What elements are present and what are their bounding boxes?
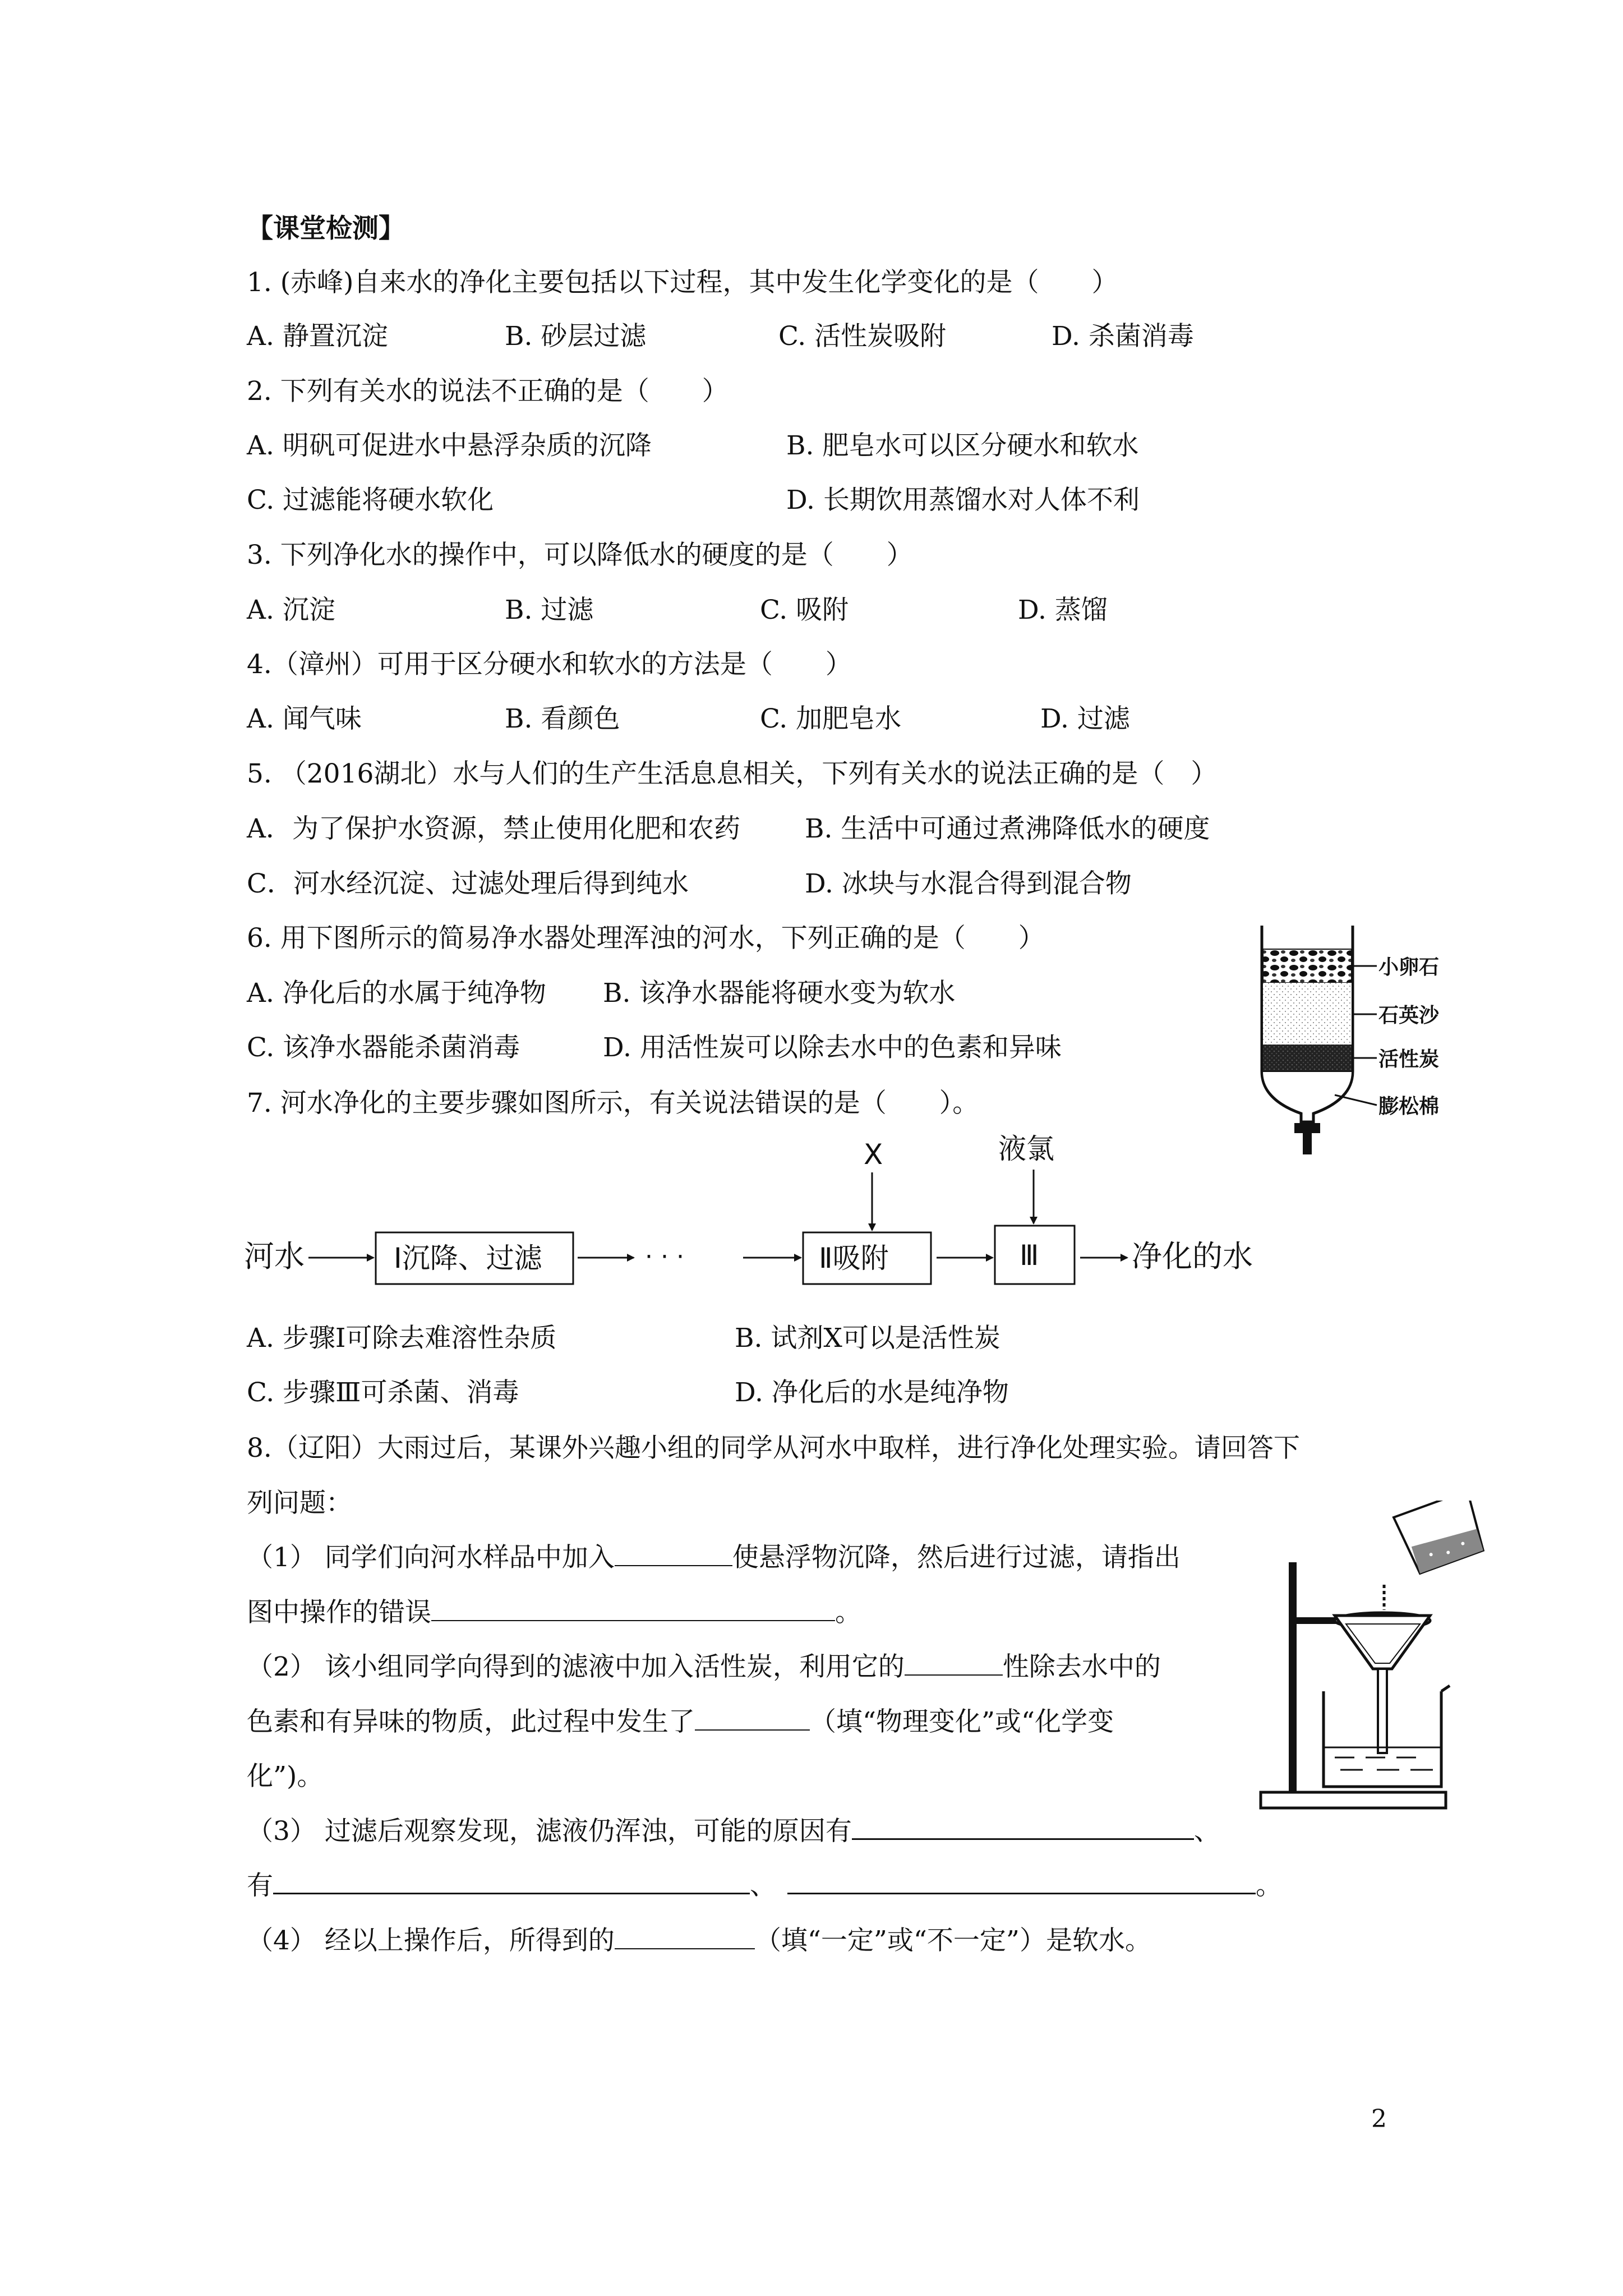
q3-option-b: B. 过滤 <box>505 595 594 625</box>
q1-option-a: A. 静置沉淀 <box>247 321 388 352</box>
label-cotton: 膨松棉 <box>1378 1095 1440 1118</box>
q2-option-d: D. 长期饮用蒸馏水对人体不利 <box>786 485 1140 516</box>
q8-p3-text-b: 、 <box>1193 1816 1220 1847</box>
q2-option-b: B. 肥皂水可以区分硬水和软水 <box>786 430 1139 461</box>
flow-step-2-label: Ⅱ吸附 <box>819 1242 889 1274</box>
q8-part-3-line1 <box>247 1815 1220 1848</box>
page-number: 2 <box>1371 2105 1387 2133</box>
label-quartz-sand: 石英沙 <box>1378 1004 1440 1027</box>
q7-option-d: D. 净化后的水是纯净物 <box>735 1377 1009 1408</box>
q3-option-a: A. 沉淀 <box>247 595 335 625</box>
q7-option-c: C. 步骤Ⅲ可杀菌、消毒 <box>247 1377 519 1408</box>
q6-option-a: A. 净化后的水属于纯净物 <box>247 978 546 1009</box>
flow-reagent-x: X <box>864 1138 883 1171</box>
q4-option-d: D. 过滤 <box>1040 703 1130 734</box>
q8-part-1-line1 <box>247 1541 1181 1575</box>
flow-input-river-water: 河水 <box>244 1239 305 1274</box>
q8-blank-reason-2[interactable] <box>273 1870 750 1894</box>
filtration-apparatus-diagram <box>1256 1501 1492 1815</box>
question-7-stem: 7. 河水净化的主要步骤如图所示，有关说法错误的是（ ）。 <box>247 1088 979 1119</box>
q2-option-c: C. 过滤能将硬水软化 <box>247 485 494 516</box>
q8-part-2-line2 <box>247 1705 1114 1739</box>
q8-blank-operation-error[interactable] <box>431 1598 835 1621</box>
section-title: 【课堂检测】 <box>247 213 405 244</box>
q1-option-d: D. 杀菌消毒 <box>1052 321 1194 352</box>
iron-stand-base <box>1261 1792 1446 1808</box>
question-2-stem: 2. 下列有关水的说法不正确的是（ ） <box>247 376 728 407</box>
q6-option-b: B. 该净水器能将硬水变为软水 <box>603 978 956 1009</box>
question-5-stem: 5. （2016湖北）水与人们的生产生活息息相关，下列有关水的说法正确的是（ ） <box>247 758 1218 789</box>
flow-reagent-liquid-chlorine: 液氯 <box>998 1133 1054 1165</box>
q8-blank-reason-1[interactable] <box>852 1816 1194 1840</box>
water-filter-diagram <box>1251 920 1497 1161</box>
flow-ellipsis: · · · <box>645 1243 684 1271</box>
q8-part-4-line1 <box>247 1924 1151 1958</box>
cotton-layer <box>1263 1071 1352 1111</box>
q8-p4-text-b: （填“一定”或“不一定”）是软水。 <box>754 1925 1151 1956</box>
q8-blank-change-type[interactable] <box>695 1707 810 1731</box>
iron-stand-rod <box>1289 1562 1297 1792</box>
q8-p3-text-a: （3） 过滤后观察发现，滤液仍浑浊，可能的原因有 <box>247 1816 852 1847</box>
sand-layer <box>1263 983 1352 1045</box>
q8-p2-text-b: 性除去水中的 <box>1002 1651 1161 1682</box>
q8-p3-text-d: 、 <box>750 1870 776 1901</box>
question-4-stem: 4.（漳州）可用于区分硬水和软水的方法是（ ） <box>247 649 852 680</box>
q8-blank-soft-water[interactable] <box>615 1926 755 1949</box>
question-8-stem-line2: 列问题： <box>247 1488 352 1519</box>
question-6-stem: 6. 用下图所示的简易净水器处理浑浊的河水，下列正确的是（ ） <box>247 923 1045 954</box>
q8-p3-text-c: 有 <box>247 1870 273 1901</box>
funnel-stem <box>1378 1669 1387 1753</box>
label-pebbles: 小卵石 <box>1378 956 1440 979</box>
q5-option-d: D. 冰块与水混合得到混合物 <box>805 868 1132 899</box>
carbon-layer <box>1263 1045 1352 1071</box>
flow-step-3-label: Ⅲ <box>1020 1239 1039 1272</box>
q7-option-b: B. 试剂X可以是活性炭 <box>735 1323 1000 1354</box>
q2-option-a: A. 明矾可促进水中悬浮杂质的沉降 <box>247 430 652 461</box>
q8-part-2-line3: 化”)。 <box>247 1761 324 1792</box>
q5-option-c: C．河水经沉淀、过滤处理后得到纯水 <box>247 868 689 899</box>
q8-p1-text-a: （1） 同学们向河水样品中加入 <box>247 1542 615 1573</box>
q8-p3-text-e: 。 <box>1256 1870 1282 1901</box>
pouring-beaker <box>1394 1501 1488 1575</box>
q4-option-b: B. 看颜色 <box>505 703 620 734</box>
q8-part-2-line1 <box>247 1650 1161 1684</box>
q7-option-a: A. 步骤Ⅰ可除去难溶性杂质 <box>247 1323 557 1354</box>
q1-option-c: C. 活性炭吸附 <box>778 321 947 352</box>
question-3-stem: 3. 下列净化水的操作中，可以降低水的硬度的是（ ） <box>247 540 913 570</box>
q8-p2-text-a: （2） 该小组同学向得到的滤液中加入活性炭，利用它的 <box>247 1651 905 1682</box>
q1-option-b: B. 砂层过滤 <box>505 321 647 352</box>
pebble-layer <box>1263 949 1352 983</box>
purification-flow-diagram <box>241 1128 1307 1296</box>
q8-p1-text-d: 。 <box>835 1597 861 1628</box>
q4-option-a: A. 闻气味 <box>247 703 362 734</box>
q8-p1-text-c: 图中操作的错误 <box>247 1597 431 1628</box>
q3-option-d: D. 蒸馏 <box>1018 595 1108 625</box>
q6-option-c: C. 该净水器能杀菌消毒 <box>247 1032 520 1063</box>
question-1-stem: 1. (赤峰)自来水的净化主要包括以下过程，其中发生化学变化的是（ ） <box>247 267 1118 298</box>
q8-p2-text-c: 色素和有异味的物质，此过程中发生了 <box>247 1706 695 1737</box>
label-activated-carbon: 活性炭 <box>1378 1048 1440 1071</box>
q3-option-c: C. 吸附 <box>760 595 849 625</box>
q8-p2-text-d: （填“物理变化”或“化学变 <box>810 1706 1114 1737</box>
flow-output-purified-water: 净化的水 <box>1132 1239 1253 1274</box>
flow-step-1-label: Ⅰ沉降、过滤 <box>394 1242 542 1274</box>
q5-option-b: B. 生活中可通过煮沸降低水的硬度 <box>805 813 1210 844</box>
q8-blank-flocculant[interactable] <box>615 1543 732 1566</box>
q6-option-d: D. 用活性炭可以除去水中的色素和异味 <box>603 1032 1062 1063</box>
q8-blank-carbon-property[interactable] <box>905 1652 1003 1676</box>
question-8-stem-line1: 8.（辽阳）大雨过后，某课外兴趣小组的同学从河水中取样，进行净化处理实验。请回答下 <box>247 1433 1300 1464</box>
q8-p4-text-a: （4） 经以上操作后，所得到的 <box>247 1925 615 1956</box>
q8-part-3-line2 <box>247 1869 1282 1903</box>
q4-option-c: C. 加肥皂水 <box>760 703 902 734</box>
q8-part-1-line2 <box>247 1596 861 1630</box>
q8-blank-reason-3[interactable] <box>787 1870 1256 1894</box>
q5-option-a: A．为了保护水资源，禁止使用化肥和农药 <box>247 813 740 844</box>
q8-p1-text-b: 使悬浮物沉降，然后进行过滤，请指出 <box>732 1542 1181 1573</box>
